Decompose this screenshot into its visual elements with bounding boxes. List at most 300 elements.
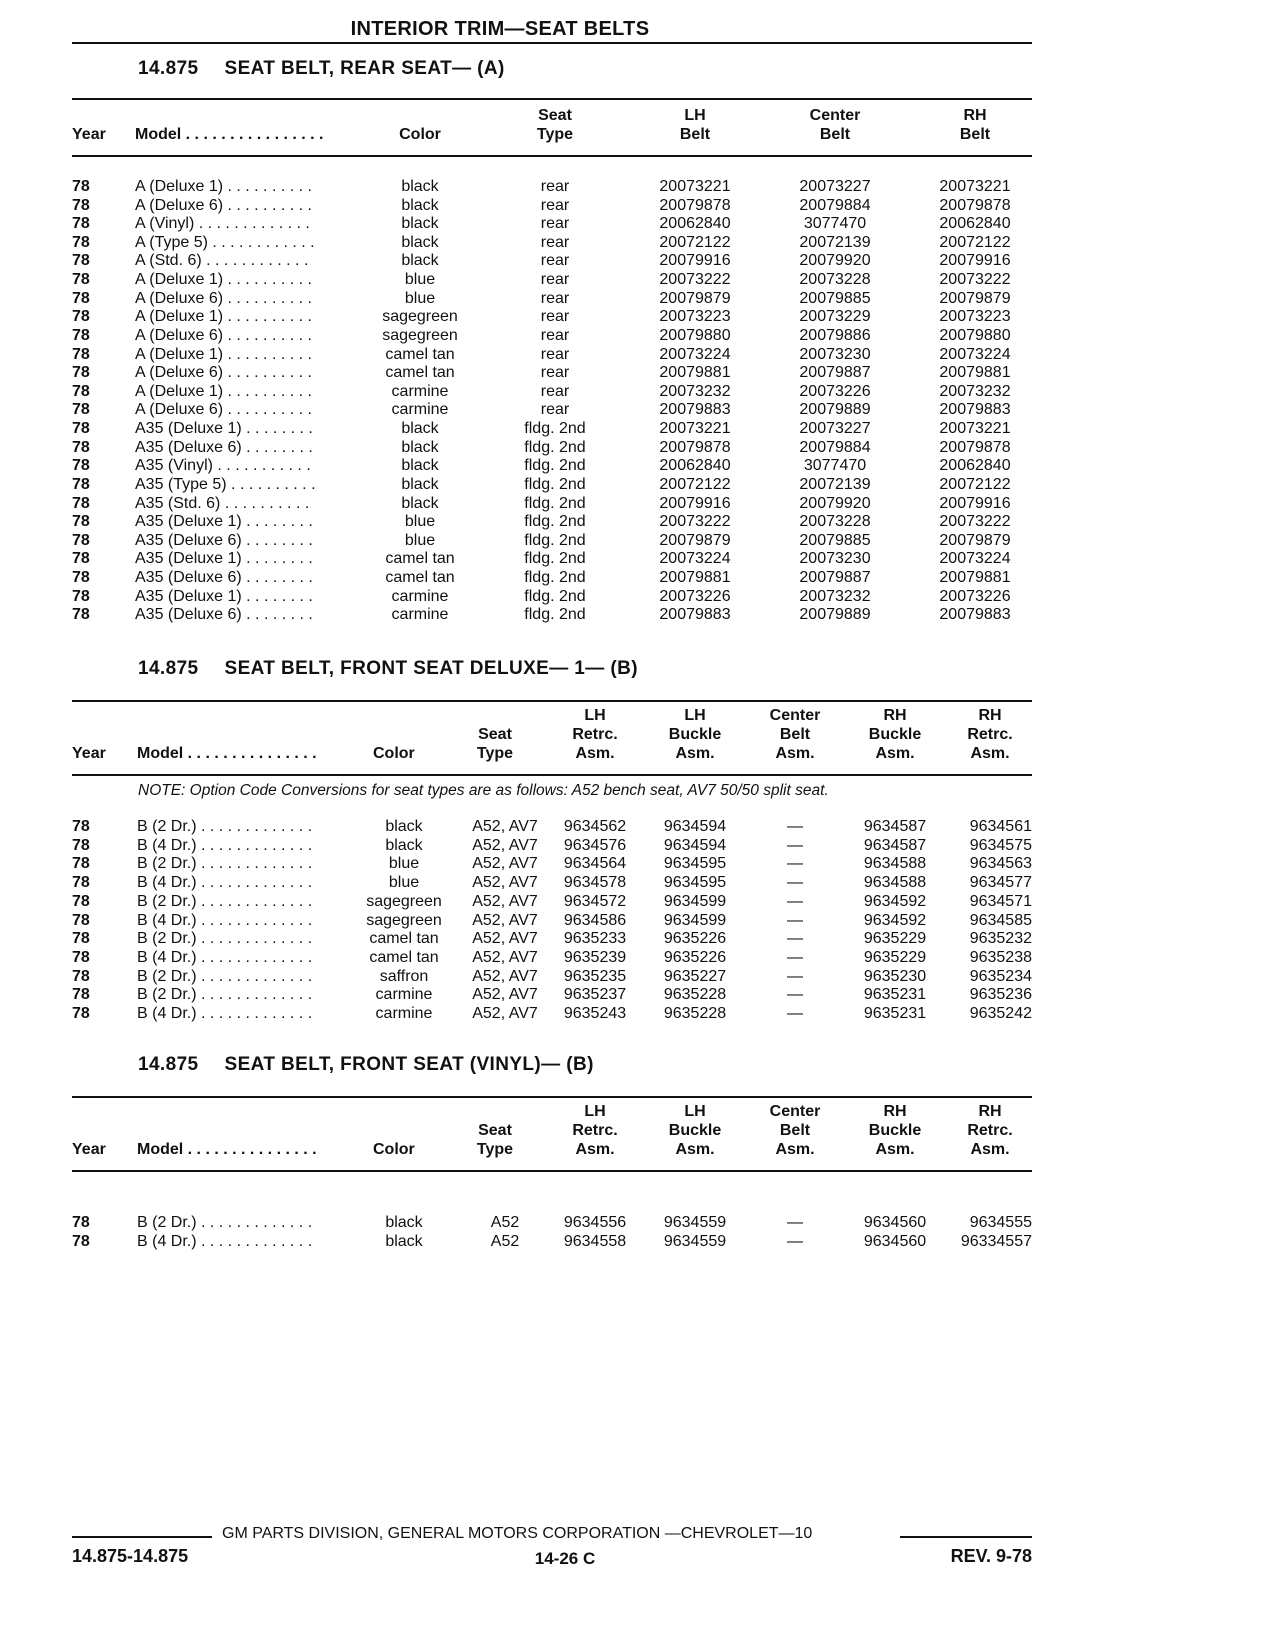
color-cell: camel tan (385, 569, 455, 587)
year-cell: 78 (72, 494, 90, 512)
center-belt-cell: 20073227 (799, 178, 871, 195)
year-cell: 78 (72, 457, 90, 475)
seat-type-cell: rear (540, 233, 570, 251)
lh-belt-cell: 20073223 (659, 308, 731, 326)
rh-belt-cell: 20072122 (939, 475, 1011, 493)
lh-belt-cell: 20079916 (659, 494, 731, 512)
rh-belt-cell: 20073221 (939, 420, 1011, 438)
lh-belt-cell: 20062840 (659, 215, 731, 233)
year-cell: 78 (72, 892, 90, 910)
seat-type-cell: A52, AV7 (472, 874, 538, 892)
section-3-header-rule (72, 1170, 1032, 1172)
color-cell: sagegreen (366, 892, 442, 910)
color-cell: sagegreen (366, 911, 442, 929)
s3-header-seat-type: Seat Type (476, 1122, 514, 1158)
table-row (72, 457, 1032, 476)
color-cell: blue (404, 271, 436, 289)
year-cell: 78 (72, 382, 90, 400)
rh-retrc-cell: 9634575 (969, 836, 1032, 854)
rh-buckle-cell: 9634560 (863, 1214, 927, 1231)
seat-type-cell: rear (540, 364, 570, 382)
s2-header-rh-retrc: RH Retrc. Asm. (967, 707, 1013, 762)
section-2-top-rule (72, 700, 1032, 702)
lh-buckle-cell: 9635228 (663, 986, 727, 1004)
year-cell: 78 (72, 345, 90, 363)
color-cell: camel tan (385, 345, 455, 363)
model-cell: A (Deluxe 6) . . . . . . . . . . (135, 326, 312, 344)
section-1-number: 14.875 (138, 58, 199, 79)
color-cell: black (401, 233, 439, 251)
year-cell: 78 (72, 855, 90, 873)
center-belt-cell: 3077470 (803, 457, 867, 475)
table-row (72, 234, 1032, 253)
year-cell: 78 (72, 948, 90, 966)
color-cell: black (385, 836, 423, 854)
color-cell: blue (404, 289, 436, 307)
table-row (72, 930, 1032, 949)
center-belt-cell: 20079920 (799, 494, 871, 512)
s2-header-seat-type: Seat Type (476, 726, 514, 762)
center-belt-cell: 20079920 (799, 252, 871, 270)
lh-belt-cell: 20079879 (659, 289, 731, 307)
year-cell: 78 (72, 1232, 90, 1250)
table-row (72, 178, 1032, 197)
center-belt-cell: 20073229 (799, 308, 871, 326)
lh-belt-cell: 20073221 (659, 420, 731, 438)
color-cell: blue (404, 531, 436, 549)
footer-section-range: 14.875-14.875 (72, 1546, 189, 1566)
color-cell: blue (388, 855, 420, 873)
s2-header-center-belt: Center Belt Asm. (769, 707, 821, 762)
seat-type-cell: A52, AV7 (472, 818, 538, 835)
seat-type-cell: A52, AV7 (472, 967, 538, 985)
color-cell: black (385, 1214, 423, 1231)
model-cell: A (Deluxe 1) . . . . . . . . . . (135, 382, 312, 400)
color-cell: saffron (379, 967, 429, 985)
section-1-top-rule (72, 98, 1032, 100)
color-cell: black (401, 196, 439, 214)
model-cell: A (Deluxe 1) . . . . . . . . . . (135, 308, 312, 326)
year-cell: 78 (72, 308, 90, 326)
title-rule (72, 42, 1032, 44)
rh-belt-cell: 20079881 (939, 364, 1011, 382)
table-row (72, 986, 1032, 1005)
seat-type-cell: rear (540, 401, 570, 419)
s1-header-rh-belt: RH Belt (959, 107, 991, 143)
center-belt-cell: 20073228 (799, 513, 871, 531)
model-cell: A (Deluxe 1) . . . . . . . . . . (135, 178, 312, 195)
lh-buckle-cell: 9635227 (663, 967, 727, 985)
s1-header-year: Year (72, 126, 106, 143)
color-cell: carmine (391, 401, 449, 419)
rh-belt-cell: 20062840 (939, 215, 1011, 233)
seat-type-cell: A52, AV7 (472, 911, 538, 929)
s1-header-center-belt: Center Belt (809, 107, 861, 143)
seat-type-cell: fldg. 2nd (524, 531, 586, 549)
rh-belt-cell: 20079916 (939, 252, 1011, 270)
table-row (72, 420, 1032, 439)
lh-belt-cell: 20079878 (659, 196, 731, 214)
center-belt-cell: 20073228 (799, 271, 871, 289)
center-belt-cell: 20073227 (799, 420, 871, 438)
lh-belt-cell: 20073222 (659, 513, 731, 531)
year-cell: 78 (72, 1005, 90, 1022)
center-belt-cell: 20079885 (799, 531, 871, 549)
s1-header-seat-type: Seat Type (536, 107, 574, 143)
rh-retrc-cell: 9634571 (969, 892, 1032, 910)
footer-publisher: GM PARTS DIVISION, GENERAL MOTORS CORPORATION —CHEVROLET—10 (222, 1525, 813, 1542)
year-cell: 78 (72, 289, 90, 307)
year-cell: 78 (72, 967, 90, 985)
color-cell: camel tan (385, 364, 455, 382)
rh-buckle-cell: 9634587 (863, 818, 927, 835)
rh-buckle-cell: 9635229 (863, 930, 927, 948)
section-2-note: NOTE: Option Code Conversions for seat types are as follows: A52 bench seat, AV7 50/50 split seat. (138, 782, 829, 799)
model-cell: A35 (Deluxe 1) . . . . . . . . (135, 587, 313, 605)
lh-belt-cell: 20073222 (659, 271, 731, 289)
lh-retrc-cell: 9634572 (563, 892, 627, 910)
color-cell: black (401, 457, 439, 475)
color-cell: blue (404, 513, 436, 531)
lh-buckle-cell: 9635228 (663, 1005, 727, 1022)
seat-type-cell: rear (540, 382, 570, 400)
table-row (72, 532, 1032, 551)
model-cell: A (Vinyl) . . . . . . . . . . . . . (135, 215, 310, 233)
year-cell: 78 (72, 401, 90, 419)
section-2-heading (138, 658, 638, 680)
s1-header-model: Model . . . . . . . . . . . . . . . . (135, 126, 324, 143)
center-belt-cell: — (787, 855, 803, 873)
table-row (72, 855, 1032, 874)
center-belt-cell: 20072139 (799, 475, 871, 493)
rh-belt-cell: 20062840 (939, 457, 1011, 475)
year-cell: 78 (72, 587, 90, 605)
table-row (72, 197, 1032, 216)
lh-buckle-cell: 9634594 (663, 836, 727, 854)
rh-belt-cell: 20073224 (939, 345, 1011, 363)
rh-belt-cell: 20073232 (939, 382, 1011, 400)
s3-header-lh-buckle: LH Buckle Asm. (668, 1103, 722, 1158)
color-cell: carmine (391, 587, 449, 605)
center-belt-cell: 20073232 (799, 587, 871, 605)
seat-type-cell: rear (540, 308, 570, 326)
center-belt-cell: — (787, 986, 803, 1004)
color-cell: black (401, 178, 439, 195)
center-belt-cell: 20073226 (799, 382, 871, 400)
model-cell: B (2 Dr.) . . . . . . . . . . . . . (137, 1214, 313, 1231)
table-row (72, 1233, 1032, 1252)
seat-type-cell: rear (540, 196, 570, 214)
lh-retrc-cell: 9634564 (563, 855, 627, 873)
lh-belt-cell: 20079879 (659, 531, 731, 549)
seat-type-cell: fldg. 2nd (524, 475, 586, 493)
lh-buckle-cell: 9634595 (663, 874, 727, 892)
rh-belt-cell: 20073221 (939, 178, 1011, 195)
lh-belt-cell: 20073232 (659, 382, 731, 400)
center-belt-cell: 20079887 (799, 364, 871, 382)
year-cell: 78 (72, 1214, 90, 1231)
lh-retrc-cell: 9634562 (563, 818, 627, 835)
lh-belt-cell: 20079880 (659, 326, 731, 344)
center-belt-cell: 20079884 (799, 196, 871, 214)
lh-buckle-cell: 9634599 (663, 892, 727, 910)
lh-retrc-cell: 9634556 (563, 1214, 627, 1231)
model-cell: B (2 Dr.) . . . . . . . . . . . . . (137, 986, 313, 1004)
table-row (72, 290, 1032, 309)
year-cell: 78 (72, 818, 90, 835)
seat-type-cell: rear (540, 289, 570, 307)
rh-belt-cell: 20079883 (939, 606, 1011, 624)
center-belt-cell: — (787, 1232, 803, 1250)
seat-type-cell: fldg. 2nd (524, 513, 586, 531)
rh-belt-cell: 20073224 (939, 550, 1011, 568)
model-cell: B (4 Dr.) . . . . . . . . . . . . . (137, 836, 313, 854)
table-row (72, 818, 1032, 837)
year-cell: 78 (72, 178, 90, 195)
year-cell: 78 (72, 911, 90, 929)
seat-type-cell: A52, AV7 (472, 836, 538, 854)
seat-type-cell: rear (540, 215, 570, 233)
table-row (72, 949, 1032, 968)
rh-retrc-cell: 9634577 (969, 874, 1032, 892)
table-row (72, 1005, 1032, 1024)
year-cell: 78 (72, 874, 90, 892)
rh-buckle-cell: 9635230 (863, 967, 927, 985)
table-row (72, 588, 1032, 607)
color-cell: black (385, 1232, 423, 1250)
lh-belt-cell: 20073221 (659, 178, 731, 195)
table-row (72, 495, 1032, 514)
table-row (72, 383, 1032, 402)
year-cell: 78 (72, 420, 90, 438)
center-belt-cell: — (787, 874, 803, 892)
model-cell: A35 (Deluxe 1) . . . . . . . . (135, 420, 313, 438)
center-belt-cell: 20073230 (799, 550, 871, 568)
lh-belt-cell: 20073224 (659, 345, 731, 363)
s2-header-year: Year (72, 745, 106, 762)
rh-belt-cell: 20079878 (939, 196, 1011, 214)
s1-header-lh-belt: LH Belt (679, 107, 711, 143)
rh-buckle-cell: 9634592 (863, 892, 927, 910)
seat-type-cell: fldg. 2nd (524, 550, 586, 568)
color-cell: black (385, 818, 423, 835)
color-cell: black (401, 215, 439, 233)
center-belt-cell: — (787, 930, 803, 948)
rh-belt-cell: 20079883 (939, 401, 1011, 419)
s2-header-rh-buckle: RH Buckle Asm. (868, 707, 922, 762)
lh-retrc-cell: 9634558 (563, 1232, 627, 1250)
s2-header-lh-retrc: LH Retrc. Asm. (572, 707, 618, 762)
lh-retrc-cell: 9635233 (563, 930, 627, 948)
seat-type-cell: fldg. 2nd (524, 494, 586, 512)
section-1-title: SEAT BELT, REAR SEAT— (A) (224, 58, 505, 79)
section-1-header-rule (72, 155, 1032, 157)
lh-buckle-cell: 9634594 (663, 818, 727, 835)
table-row (72, 215, 1032, 234)
s2-header-lh-buckle: LH Buckle Asm. (668, 707, 722, 762)
rh-belt-cell: 20073222 (939, 513, 1011, 531)
seat-type-cell: A52 (490, 1214, 520, 1231)
center-belt-cell: 20079885 (799, 289, 871, 307)
rh-retrc-cell: 9634555 (969, 1214, 1032, 1231)
center-belt-cell: 20079887 (799, 569, 871, 587)
rh-retrc-cell: 9634563 (969, 855, 1032, 873)
table-row (72, 364, 1032, 383)
center-belt-cell: — (787, 892, 803, 910)
center-belt-cell: — (787, 948, 803, 966)
seat-type-cell: fldg. 2nd (524, 587, 586, 605)
rh-buckle-cell: 9634587 (863, 836, 927, 854)
table-row (72, 550, 1032, 569)
model-cell: A (Std. 6) . . . . . . . . . . . . (135, 252, 309, 270)
color-cell: carmine (375, 1005, 433, 1022)
color-cell: blue (388, 874, 420, 892)
year-cell: 78 (72, 475, 90, 493)
footer-revision: REV. 9-78 (950, 1546, 1032, 1566)
year-cell: 78 (72, 569, 90, 587)
center-belt-cell: — (787, 1005, 803, 1022)
table-row (72, 912, 1032, 931)
table-row (72, 513, 1032, 532)
lh-buckle-cell: 9634559 (663, 1232, 727, 1250)
lh-belt-cell: 20079881 (659, 364, 731, 382)
table-row (72, 401, 1032, 420)
table-row (72, 569, 1032, 588)
rh-belt-cell: 20079881 (939, 569, 1011, 587)
lh-retrc-cell: 9635243 (563, 1005, 627, 1022)
model-cell: A35 (Deluxe 6) . . . . . . . . (135, 438, 313, 456)
lh-retrc-cell: 9634586 (563, 911, 627, 929)
year-cell: 78 (72, 531, 90, 549)
seat-type-cell: A52, AV7 (472, 892, 538, 910)
lh-buckle-cell: 9634599 (663, 911, 727, 929)
model-cell: B (2 Dr.) . . . . . . . . . . . . . (137, 818, 313, 835)
rh-buckle-cell: 9635231 (863, 986, 927, 1004)
rh-buckle-cell: 9634588 (863, 855, 927, 873)
table-row (72, 271, 1032, 290)
year-cell: 78 (72, 930, 90, 948)
rh-retrc-cell: 96334557 (960, 1232, 1032, 1250)
lh-retrc-cell: 9634578 (563, 874, 627, 892)
footer-rule-right (900, 1536, 1032, 1538)
color-cell: black (401, 420, 439, 438)
s3-header-color: Color (373, 1141, 415, 1158)
seat-type-cell: rear (540, 252, 570, 270)
seat-type-cell: A52, AV7 (472, 986, 538, 1004)
rh-buckle-cell: 9635229 (863, 948, 927, 966)
model-cell: B (4 Dr.) . . . . . . . . . . . . . (137, 911, 313, 929)
model-cell: A35 (Deluxe 6) . . . . . . . . (135, 606, 313, 624)
center-belt-cell: 20079889 (799, 606, 871, 624)
model-cell: A (Deluxe 1) . . . . . . . . . . (135, 345, 312, 363)
table-row (72, 893, 1032, 912)
color-cell: carmine (375, 986, 433, 1004)
model-cell: A (Deluxe 1) . . . . . . . . . . (135, 271, 312, 289)
rh-belt-cell: 20072122 (939, 233, 1011, 251)
section-2-title: SEAT BELT, FRONT SEAT DELUXE— 1— (B) (224, 658, 638, 679)
model-cell: B (4 Dr.) . . . . . . . . . . . . . (137, 948, 313, 966)
table-row (72, 837, 1032, 856)
model-cell: A35 (Deluxe 1) . . . . . . . . (135, 550, 313, 568)
section-3-title: SEAT BELT, FRONT SEAT (VINYL)— (B) (224, 1054, 594, 1075)
color-cell: camel tan (385, 550, 455, 568)
color-cell: black (401, 438, 439, 456)
model-cell: A (Deluxe 6) . . . . . . . . . . (135, 196, 312, 214)
seat-type-cell: rear (540, 326, 570, 344)
section-3-heading (138, 1054, 594, 1076)
table-row (72, 327, 1032, 346)
seat-type-cell: A52 (490, 1232, 520, 1250)
table-row (72, 1214, 1032, 1233)
lh-retrc-cell: 9634576 (563, 836, 627, 854)
center-belt-cell: — (787, 818, 803, 835)
seat-type-cell: rear (540, 178, 570, 195)
section-3-top-rule (72, 1096, 1032, 1098)
center-belt-cell: 20079886 (799, 326, 871, 344)
rh-belt-cell: 20073226 (939, 587, 1011, 605)
lh-belt-cell: 20072122 (659, 233, 731, 251)
model-cell: A (Deluxe 6) . . . . . . . . . . (135, 364, 312, 382)
color-cell: sagegreen (382, 326, 458, 344)
page-title: INTERIOR TRIM—SEAT BELTS (350, 18, 650, 40)
lh-belt-cell: 20073226 (659, 587, 731, 605)
center-belt-cell: — (787, 911, 803, 929)
model-cell: B (2 Dr.) . . . . . . . . . . . . . (137, 855, 313, 873)
lh-retrc-cell: 9635239 (563, 948, 627, 966)
lh-belt-cell: 20079881 (659, 569, 731, 587)
rh-retrc-cell: 9635242 (969, 1005, 1032, 1022)
color-cell: carmine (391, 382, 449, 400)
seat-type-cell: fldg. 2nd (524, 606, 586, 624)
lh-belt-cell: 20079916 (659, 252, 731, 270)
s3-header-rh-retrc: RH Retrc. Asm. (967, 1103, 1013, 1158)
model-cell: B (4 Dr.) . . . . . . . . . . . . . (137, 1005, 313, 1022)
seat-type-cell: rear (540, 271, 570, 289)
lh-retrc-cell: 9635237 (563, 986, 627, 1004)
rh-buckle-cell: 9634560 (863, 1232, 927, 1250)
s3-header-lh-retrc: LH Retrc. Asm. (572, 1103, 618, 1158)
table-row (72, 874, 1032, 893)
rh-buckle-cell: 9634592 (863, 911, 927, 929)
color-cell: carmine (391, 606, 449, 624)
year-cell: 78 (72, 438, 90, 456)
center-belt-cell: — (787, 967, 803, 985)
rh-buckle-cell: 9634588 (863, 874, 927, 892)
seat-type-cell: A52, AV7 (472, 930, 538, 948)
model-cell: A (Deluxe 6) . . . . . . . . . . (135, 289, 312, 307)
color-cell: sagegreen (382, 308, 458, 326)
seat-type-cell: fldg. 2nd (524, 420, 586, 438)
table-row (72, 346, 1032, 365)
model-cell: A35 (Deluxe 6) . . . . . . . . (135, 531, 313, 549)
footer-rule-left (72, 1536, 212, 1538)
table-row (72, 439, 1032, 458)
color-cell: black (401, 252, 439, 270)
lh-retrc-cell: 9635235 (563, 967, 627, 985)
color-cell: black (401, 475, 439, 493)
center-belt-cell: 20073230 (799, 345, 871, 363)
rh-retrc-cell: 9635234 (969, 967, 1032, 985)
rh-buckle-cell: 9635231 (863, 1005, 927, 1022)
model-cell: A35 (Deluxe 6) . . . . . . . . (135, 569, 313, 587)
model-cell: B (2 Dr.) . . . . . . . . . . . . . (137, 892, 313, 910)
lh-belt-cell: 20073224 (659, 550, 731, 568)
lh-belt-cell: 20062840 (659, 457, 731, 475)
s3-header-rh-buckle: RH Buckle Asm. (868, 1103, 922, 1158)
lh-buckle-cell: 9635226 (663, 930, 727, 948)
section-2-number: 14.875 (138, 658, 199, 679)
s3-header-model: Model . . . . . . . . . . . . . . . (137, 1141, 317, 1158)
